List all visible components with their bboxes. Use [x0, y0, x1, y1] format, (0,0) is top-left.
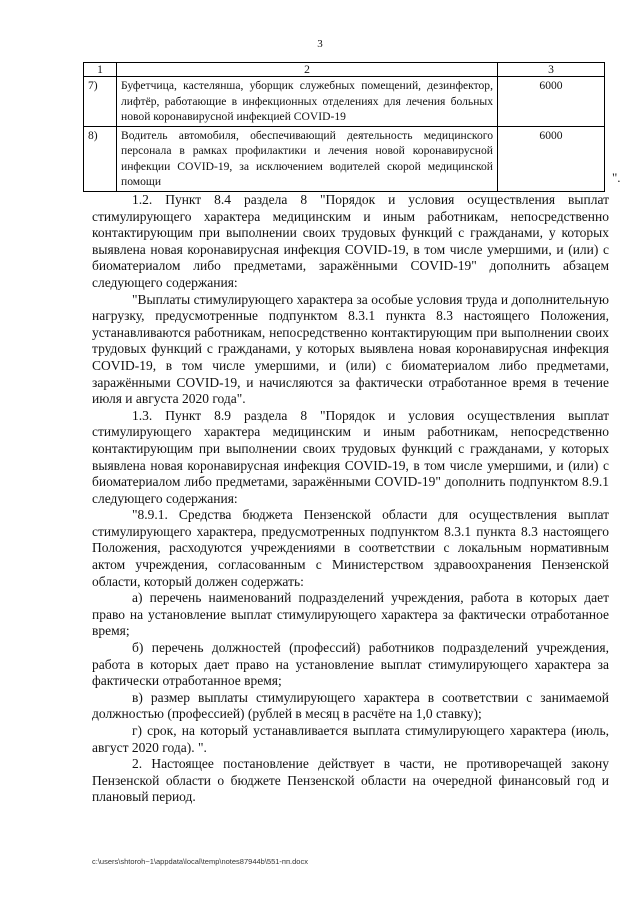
table-row	[84, 126, 605, 191]
row-position-text: Водитель автомобиля, обеспечивающий деятельность медицинского персонала в рамках профилактики и лечения новой коронавирусной инфекции COVID-19, за исключением водителей скорой медицинской помощи	[117, 126, 498, 191]
paragraph-item-b: б) перечень должностей (профессий) работников подразделений учреждения, работа в которых дает право на установление выплат стимулирующего характера за фактически отработанное время;	[92, 640, 609, 689]
row-number: 8)	[84, 126, 117, 191]
row-number: 7)	[84, 77, 117, 127]
paragraph-item-d: г) срок, на который устанавливается выплата стимулирующего характера (июль, август 2020 года). ".	[92, 723, 609, 755]
table-header-cell: 3	[498, 63, 605, 77]
table-closing-mark: ".	[612, 170, 621, 185]
row-position-text: Буфетчица, кастелянша, уборщик служебных помещений, дезинфектор, лифтёр, работающие в инфекционных отделениях для лечения больных новой коронавирусной инфекцией COVID-19	[117, 77, 498, 127]
paragraph-item-a: а) перечень наименований подразделений учреждения, работа в которых дает право на установление выплат стимулирующего характера за фактически отработанное время;	[92, 590, 609, 639]
document-body	[92, 192, 609, 806]
file-path-footer: c:\users\shtoroh~1\appdata\local\temp\notes87944b\551-пп.docx	[92, 857, 308, 866]
paragraph-8-9-1: "8.9.1. Средства бюджета Пензенской области для осуществления выплат стимулирующего характера, предусмотренных подпунктом 8.3.1 пункта 8.3 настоящего Положения, расходуются учреждениями в соответствии с локальным нормативным актом учреждения, согласованным с Министерством здравоохранения Пензенской области, который должен содержать:	[92, 507, 609, 589]
row-amount: 6000	[498, 126, 605, 191]
paragraph-2: 2. Настоящее постановление действует в части, не противоречащей закону Пензенской области о бюджете Пензенской области на очередной финансовый год и плановый период.	[92, 756, 609, 805]
row-amount: 6000	[498, 77, 605, 127]
paragraph-1-3: 1.3. Пункт 8.9 раздела 8 "Порядок и условия осуществления выплат стимулирующего характера медицинским и иным работникам, непосредственно контактирующим при выполнении своих трудовых функций с гражданами, у которых выявлена новая коронавирусная инфекция COVID-19, в том числе умершими, и (или) с биоматериалом либо предметами, заражёнными COVID-19" дополнить подпунктом 8.9.1 следующего содержания:	[92, 407, 609, 506]
payment-table	[83, 62, 605, 192]
paragraph-1-2: 1.2. Пункт 8.4 раздела 8 "Порядок и условия осуществления выплат стимулирующего характера медицинским и иным работникам, непосредственно контактирующим при выполнении своих трудовых функций с гражданами, у которых выявлена новая коронавирусная инфекция COVID-19, в том числе умершими, и (или) с биоматериалом либо предметами, заражёнными COVID-19" дополнить абзацем следующего содержания:	[92, 192, 609, 290]
table-header-row	[84, 63, 605, 77]
table-header-cell: 1	[84, 63, 117, 77]
table-row	[84, 77, 605, 127]
paragraph-quote-payments: "Выплаты стимулирующего характера за особые условия труда и дополнительную нагрузку, предусмотренные подпунктом 8.3.1 пункта 8.3 настоящего Положения, устанавливаются работникам, непосредственно контактирующим при выполнении своих трудовых функций с гражданами, у которых выявлена новая коронавирусная инфекция COVID-19, в том числе умершими, и (или) с биоматериалом либо предметами, заражёнными COVID-19, и начисляются за фактически отработанное время в течение июля и августа 2020 года".	[92, 291, 609, 407]
table-header-cell: 2	[117, 63, 498, 77]
paragraph-item-c: в) размер выплаты стимулирующего характера в соответствии с занимаемой должностью (профессией) (рублей в месяц в расчёте на 1,0 ставку);	[92, 689, 609, 722]
page-number: 3	[317, 38, 323, 50]
